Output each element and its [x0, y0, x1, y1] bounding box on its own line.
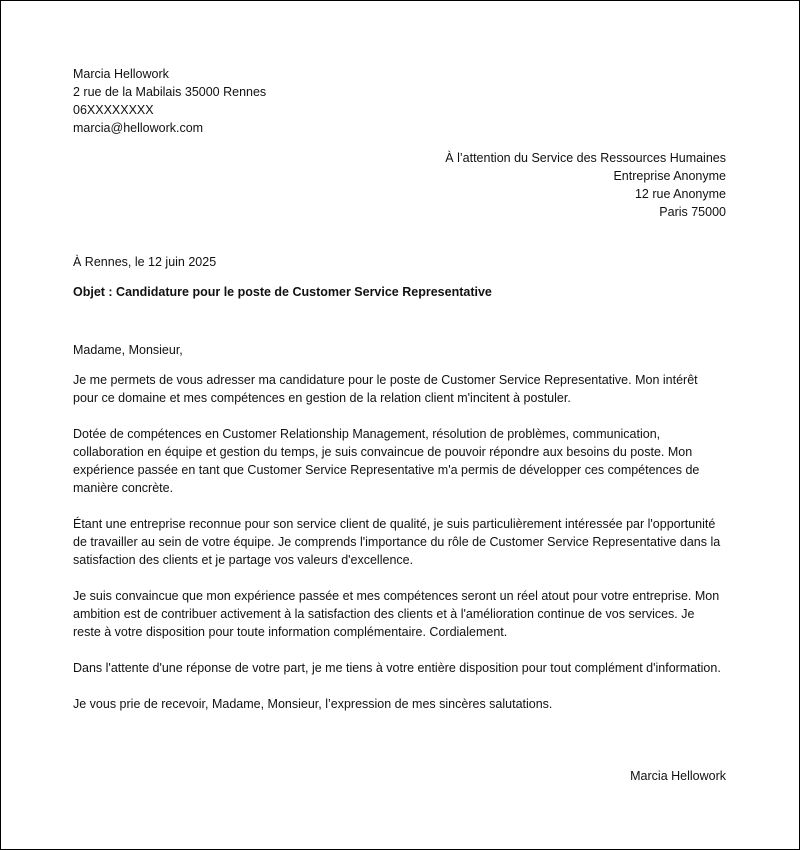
letter-date: À Rennes, le 12 juin 2025	[73, 255, 217, 269]
paragraph-availability: Dans l'attente d'une réponse de votre part, je me tiens à votre entière disposition pour tout complément d'information.	[73, 661, 721, 675]
salutation: Madame, Monsieur,	[73, 343, 183, 357]
paragraph-intro: Je me permets de vous adresser ma candidature pour le poste de Customer Service Representative. Mon intérêt pour ce domaine et mes compétences en gestion de la relation client m'incitent à postuler.	[73, 373, 698, 405]
recipient-company: Entreprise Anonyme	[613, 169, 726, 183]
paragraph-closing: Je vous prie de recevoir, Madame, Monsieur, l’expression de mes sincères salutations.	[73, 697, 553, 711]
recipient-street: 12 rue Anonyme	[634, 187, 726, 201]
recipient-city: Paris 75000	[659, 205, 726, 219]
paragraph-contribution: Je suis convaincue que mon expérience passée et mes compétences seront un réel atout pour votre entreprise. Mon ambition est de contribuer activement à la satisfaction des clients et à l'amélioration continue de vos services. Je reste à votre disposition pour toute information complémentaire. Cordialement.	[73, 589, 720, 639]
letter-subject: Objet : Candidature pour le poste de Customer Service Representative	[73, 285, 492, 299]
sender-email: marcia@hellowork.com	[73, 121, 204, 135]
sender-phone: 06XXXXXXXX	[73, 103, 154, 117]
signature: Marcia Hellowork	[630, 769, 726, 783]
paragraph-motivation: Étant une entreprise reconnue pour son service client de qualité, je suis particulièrement intéressée par l'opportunité de travailler au sein de votre équipe. Je comprends l'importance du rôle de Customer Service Representative dans la satisfaction des clients et je partage vos valeurs d'excellence.	[73, 517, 721, 567]
recipient-block	[445, 149, 726, 221]
sender-block	[73, 65, 266, 137]
sender-name: Marcia Hellowork	[73, 67, 169, 81]
sender-address: 2 rue de la Mabilais 35000 Rennes	[73, 85, 267, 99]
letter-body	[73, 341, 723, 731]
paragraph-skills: Dotée de compétences en Customer Relationship Management, résolution de problèmes, communication, collaboration en équipe et gestion du temps, je suis convaincue de pouvoir répondre aux besoins du poste. Mon expérience passée en tant que Customer Service Representative m'a permis de développer ces compétences de manière concrète.	[73, 427, 700, 495]
recipient-attention: À l’attention du Service des Ressources Humaines	[445, 151, 726, 165]
